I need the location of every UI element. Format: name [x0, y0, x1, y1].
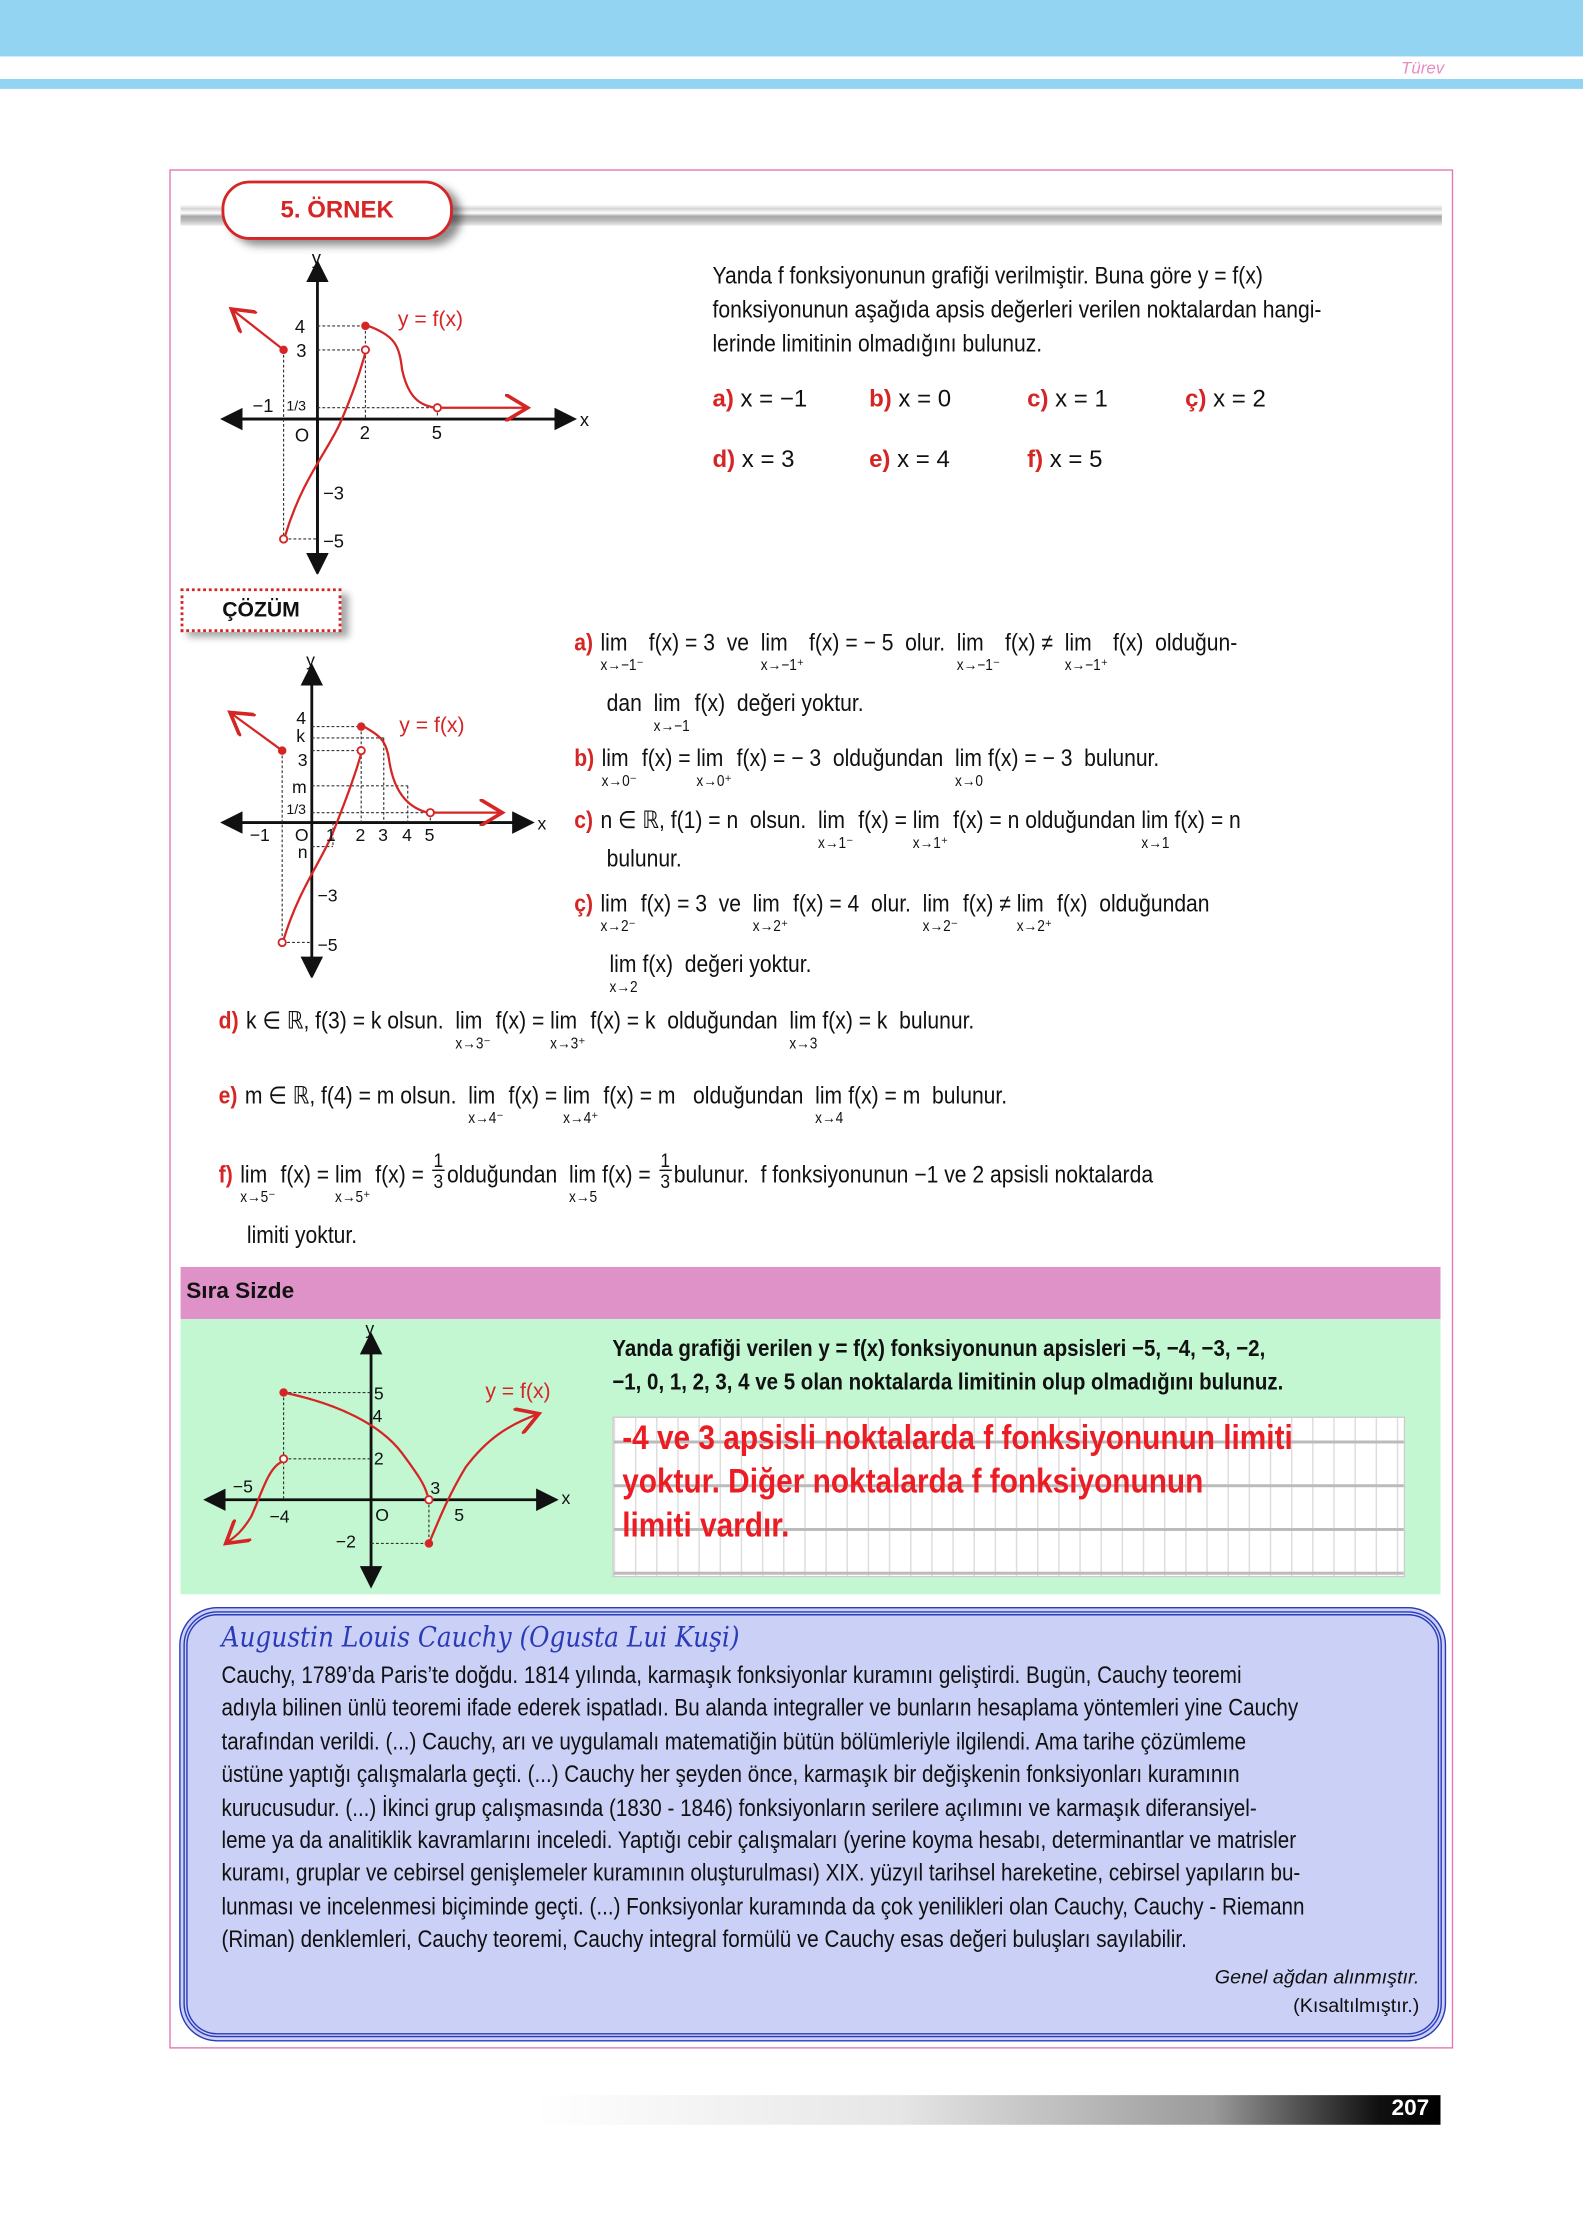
limit-subscript: x→−1⁻: [600, 657, 644, 675]
math-text: f(x) = n: [1174, 807, 1241, 834]
bio-line-text: Cauchy, 1789’da Paris’te doğdu. 1814 yılında, karmaşık fonksiyonlar kuramını geliştirdi. Bugün, Cauchy teoremi: [221, 1662, 1242, 1689]
tick-label: 4: [372, 1406, 383, 1427]
limit-expression: [240, 1161, 275, 1206]
denominator: 3: [433, 1169, 444, 1193]
question-line: lerinde limitinin olmadığını bulunuz.: [712, 330, 1043, 357]
question-line: −1, 0, 1, 2, 3, 4 ve 5 olan noktalarda limitinin olup olmadığını bulunuz.: [612, 1369, 1284, 1396]
item-label: ç): [574, 890, 594, 918]
limit-word: lim: [922, 890, 950, 918]
x-axis-label: x: [561, 1487, 571, 1508]
option-c: c) x = 1: [1027, 385, 1108, 412]
denominator: 3: [660, 1169, 671, 1193]
origin-label: O: [294, 424, 310, 446]
answer-line: -4 ve 3 apsisli noktalarda f fonksiyonunun limiti: [622, 1419, 1293, 1458]
limit-word: lim: [563, 1082, 591, 1109]
biography-source: [1215, 1963, 1420, 2019]
limit-word: lim: [1016, 890, 1044, 918]
limit-expression: [818, 807, 853, 852]
function-label: y = f(x): [397, 307, 464, 331]
limit-expression: [696, 745, 731, 790]
limit-subscript: x→−1⁺: [760, 657, 805, 675]
source-text: Genel ağdan alınmıştır.: [1214, 1965, 1420, 1988]
bio-line-text: adıyla bilinen ünlü teoremi ifade ederek ispatladı. Bu alanda integraller ve bunların hesaplama yöntemleri yine Cauchy: [221, 1695, 1299, 1722]
solution-graph: [212, 646, 558, 978]
limit-word: lim: [550, 1007, 578, 1035]
question-line: Yanda f fonksiyonunun grafiği verilmiştir. Buna göre y = f(x): [712, 262, 1263, 290]
math-text: bulunur. f fonksiyonunun −1 ve 2 apsisli noktalarda: [673, 1161, 1154, 1188]
tick-label: −1: [252, 394, 274, 416]
example-badge-label: 5. ÖRNEK: [280, 196, 394, 223]
limit-expression: [600, 629, 643, 674]
tick-label: 2: [359, 421, 370, 443]
item-label: b): [574, 744, 595, 772]
limit-expression: [654, 690, 690, 735]
limit-subscript: x→3⁺: [550, 1035, 586, 1053]
math-line: [607, 690, 864, 735]
solution-badge: [181, 588, 342, 632]
limit-word: lim: [817, 807, 845, 834]
origin-label: O: [294, 824, 309, 845]
bio-line: [222, 1791, 1481, 1824]
math-line: [247, 1222, 357, 1250]
tick-label: 1/3: [286, 397, 307, 414]
limit-word: lim: [468, 1082, 496, 1109]
limit-word: lim: [1141, 807, 1169, 834]
origin-label: O: [375, 1504, 390, 1525]
limit-expression: [753, 890, 788, 935]
question-line: fonksiyonunun aşağıda apsis değerleri verilen noktalardan hangi-: [712, 296, 1322, 324]
limit-word: lim: [1064, 629, 1092, 657]
limit-word: lim: [956, 629, 984, 657]
tick-label: m: [292, 776, 307, 797]
math-text: f(x) = 4 olur.: [793, 890, 923, 918]
numerator: 1: [660, 1148, 671, 1172]
solution-a: [574, 629, 1328, 674]
math-text: f(x) = 3 ve: [640, 890, 753, 918]
tick-label: −4: [269, 1506, 290, 1527]
solution-cc: [574, 890, 1296, 935]
solution-f-cont: [247, 1222, 372, 1250]
math-text: dan: [606, 689, 654, 717]
biography-title: Augustin Louis Cauchy (Ogusta Lui Kuşi): [221, 1619, 740, 1654]
top-banner: [0, 0, 1583, 56]
bio-line-text: kurucusudur. (...) İkinci grup çalışmasında (1830 - 1846) fonksiyonların serilere açılımını ve karmaşık diferansiyel-: [221, 1794, 1257, 1821]
limit-word: lim: [609, 950, 637, 978]
limit-expression: [1141, 807, 1169, 852]
bio-line-text: tarafından verildi. (...) Cauchy, arı ve uygulamalı matematiğin bütün bölümleriyle ilgilendi. Ama tarihe çözümleme: [221, 1728, 1247, 1755]
limit-subscript: x→4⁻: [468, 1110, 504, 1128]
tick-label: −1: [249, 824, 270, 845]
bio-line-text: lunması ve incelenmesi biçiminde geçti. (...) Fonksiyonlar kuramında da çok yenilikleri olan Cauchy, Cauchy - Riemann: [221, 1893, 1305, 1920]
solution-badge-label: ÇÖZÜM: [222, 598, 300, 623]
function-label: y = f(x): [399, 714, 465, 738]
math-text: bulunur.: [606, 845, 682, 872]
top-divider: [0, 79, 1583, 89]
limit-subscript: x→3: [789, 1035, 818, 1053]
limit-expression: [609, 951, 637, 996]
solution-b: [574, 745, 1239, 790]
tick-label: 4: [296, 707, 307, 728]
abridged-note: (Kısaltılmıştır.): [1293, 1993, 1420, 2017]
limit-word: lim: [760, 629, 788, 657]
tick-label: 5: [424, 824, 435, 845]
limit-expression: [468, 1082, 503, 1127]
math-text: f(x) olduğundan: [1056, 890, 1210, 918]
limit-subscript: x→3⁻: [455, 1035, 491, 1053]
limit-subscript: x→4: [815, 1110, 844, 1128]
limit-subscript: x→1: [1141, 835, 1170, 853]
bio-line-text: kuramı, gruplar ve cebirsel genişlemeler kuramının oluşturulması) XIX. yüzyıl tarihsel hareketine, cebirsel yapıların bu-: [221, 1860, 1301, 1887]
math-line: [607, 845, 682, 873]
item-label: a): [574, 629, 594, 657]
limit-word: lim: [696, 744, 724, 772]
limit-expression: [761, 629, 804, 674]
math-text: f(x) değeri yoktur.: [694, 689, 864, 717]
practice-title: Sıra Sizde: [186, 1279, 295, 1304]
bio-line-text: üstüne yaptığı çalışmalarla geçti. (...) Cauchy her şeyden önce, karmaşık bir değişkenin fonksiyonları kuramının: [221, 1761, 1240, 1788]
limit-word: lim: [815, 1082, 843, 1109]
math-text: f(x) =: [641, 744, 697, 772]
math-text: f(x) =: [602, 1161, 657, 1188]
limit-subscript: x→5⁺: [335, 1189, 371, 1207]
solution-cc-cont: [609, 951, 839, 996]
math-line: [219, 1082, 1007, 1127]
question-line: Yanda grafiği verilen y = f(x) fonksiyonunun apsisleri −5, −4, −3, −2,: [612, 1336, 1266, 1362]
limit-expression: [955, 745, 983, 790]
bio-line: [222, 1692, 1481, 1725]
tick-label: 5: [373, 1383, 384, 1404]
math-text: f(x) =: [508, 1082, 564, 1109]
limit-expression: [815, 1082, 843, 1127]
function-label: y = f(x): [485, 1380, 551, 1404]
solution-c-cont: [607, 845, 692, 873]
limit-subscript: x→1⁻: [817, 835, 854, 853]
limit-subscript: x→2⁺: [1016, 918, 1053, 936]
tick-label: 3: [297, 750, 308, 771]
tick-label: 1: [325, 824, 336, 845]
limit-subscript: x→0⁺: [696, 773, 732, 791]
limit-word: lim: [653, 689, 681, 717]
limit-expression: [335, 1161, 370, 1206]
tick-label: 3: [296, 339, 307, 361]
bio-line: [222, 1824, 1481, 1857]
example-question: [712, 260, 1404, 362]
math-text: f(x) = 3 ve: [648, 629, 761, 657]
math-text: f(x) = n olduğundan: [953, 807, 1142, 834]
limit-word: lim: [600, 629, 628, 657]
limit-subscript: x→0: [954, 773, 984, 791]
tick-label: 2: [373, 1448, 384, 1469]
solution-e: [219, 1082, 1115, 1127]
math-text: f(x) = k bulunur.: [822, 1007, 975, 1035]
limit-subscript: x→−1⁺: [1064, 657, 1108, 675]
limit-word: lim: [335, 1161, 362, 1188]
math-text: f(x) = − 3 olduğundan: [736, 744, 955, 772]
y-axis-label: y: [306, 649, 315, 670]
tick-label: −3: [323, 482, 344, 504]
option-d: d) x = 3: [712, 445, 795, 473]
limit-expression: [789, 1007, 817, 1052]
math-line: [574, 745, 1159, 790]
practice-question: [612, 1332, 1375, 1400]
limit-subscript: x→5⁻: [240, 1189, 276, 1207]
math-text: f(x) = k olduğundan: [590, 1007, 790, 1035]
solution-d: [219, 1007, 1078, 1052]
limit-expression: [1065, 629, 1108, 674]
math-text: f(x) ≠: [962, 890, 1017, 918]
limit-subscript: x→0⁻: [601, 773, 637, 791]
bio-line: [222, 1923, 1481, 1956]
tick-label: −2: [335, 1531, 356, 1552]
option-cc: ç) x = 2: [1185, 385, 1266, 412]
tick-label: 4: [294, 315, 306, 337]
bio-line: [222, 1758, 1481, 1791]
math-text: olduğundan: [446, 1161, 570, 1188]
limit-subscript: x→2: [609, 979, 638, 997]
math-text: k ∈ ℝ, f(3) = k olsun.: [246, 1007, 456, 1035]
tick-label: −5: [317, 934, 338, 955]
math-text: f(x) = m bulunur.: [848, 1082, 1008, 1109]
math-text: m ∈ ℝ, f(4) = m olsun.: [244, 1082, 469, 1109]
limit-word: lim: [455, 1007, 483, 1035]
math-text: f(x) = − 3 bulunur.: [987, 744, 1160, 772]
math-line: [219, 1007, 975, 1052]
limit-word: lim: [954, 744, 982, 772]
math-text: f(x) =: [375, 1161, 430, 1188]
tick-label: k: [296, 726, 306, 747]
tick-label: 2: [355, 824, 366, 845]
bio-line: [222, 1725, 1481, 1758]
tick-label: 4: [402, 824, 412, 845]
bio-line-text: (Riman) denklemleri, Cauchy teoremi, Cauchy integral formülü ve Cauchy esas değeri buluşları sayılabilir.: [221, 1926, 1187, 1953]
bio-line: [222, 1659, 1481, 1692]
biography-text: [222, 1659, 1481, 1956]
option-b: b) x = 0: [869, 385, 952, 412]
limit-word: lim: [240, 1161, 268, 1188]
tick-label: −5: [232, 1476, 253, 1497]
limit-subscript: x→4⁺: [563, 1110, 599, 1128]
x-axis-label: x: [537, 813, 547, 834]
math-line: [218, 1148, 1154, 1207]
tick-label: 3: [378, 824, 388, 845]
limit-expression: [569, 1161, 597, 1206]
limit-expression: [600, 890, 635, 935]
limit-subscript: x→5: [569, 1189, 598, 1207]
math-text: f(x) = m olduğundan: [603, 1082, 816, 1109]
limit-word: lim: [752, 890, 780, 918]
limit-subscript: x→−1: [653, 718, 690, 736]
answer-line: yoktur. Diğer noktalarda f fonksiyonunun: [622, 1463, 1204, 1502]
solution-a-cont: [607, 690, 899, 735]
option-f: f) x = 5: [1027, 445, 1103, 473]
bio-line-text: leme ya da analitiklik kavramlarını inceledi. Yaptığı cebir çalışmaları (yerine koyma hesabı, determinantlar ve matrisler: [221, 1827, 1297, 1854]
example-badge: [222, 181, 453, 240]
section-title: Türev: [1400, 57, 1445, 78]
limit-expression: [957, 629, 1000, 674]
option-e: e) x = 4: [869, 445, 950, 473]
tick-label: n: [297, 841, 308, 862]
limit-word: lim: [912, 807, 940, 834]
math-line: [609, 951, 811, 996]
page-number: 207: [1391, 2096, 1430, 2121]
limit-expression: [455, 1007, 490, 1052]
item-label: e): [218, 1082, 238, 1109]
limit-subscript: x→2⁺: [752, 918, 789, 936]
fraction: [432, 1150, 444, 1191]
math-text: f(x) = − 5 olur.: [808, 629, 957, 657]
tick-label: 3: [430, 1478, 441, 1499]
fraction: [659, 1150, 671, 1191]
math-text: f(x) =: [495, 1007, 551, 1035]
function-curve: [231, 309, 527, 536]
math-text: f(x) olduğun-: [1112, 629, 1238, 657]
example-graph: [212, 243, 607, 575]
limit-expression: [913, 807, 948, 852]
bio-line: [222, 1857, 1481, 1890]
limit-subscript: x→1⁺: [912, 835, 949, 853]
math-text: f(x) =: [280, 1161, 336, 1188]
bio-line: [222, 1890, 1481, 1923]
math-line: [574, 629, 1237, 674]
limit-expression: [602, 745, 637, 790]
limit-word: lim: [569, 1161, 596, 1188]
numerator: 1: [433, 1148, 444, 1172]
math-line: [574, 890, 1209, 935]
tick-label: 5: [431, 421, 442, 443]
solution-f: [218, 1148, 1281, 1207]
practice-graph: [198, 1315, 593, 1590]
tick-label: 1/3: [286, 801, 307, 818]
tick-label: −3: [317, 885, 338, 906]
limit-expression: [923, 890, 958, 935]
practice-header: [181, 1267, 1441, 1319]
y-axis-label: y: [365, 1318, 375, 1339]
limit-word: lim: [789, 1007, 817, 1035]
limit-word: lim: [601, 744, 629, 772]
answer-line: limiti vardır.: [622, 1506, 790, 1545]
limit-word: lim: [600, 890, 628, 918]
math-text: n ∈ ℝ, f(1) = n olsun.: [600, 807, 818, 834]
y-axis-label: y: [311, 246, 321, 268]
option-a: a) x = −1: [712, 385, 808, 412]
item-label: c): [574, 807, 594, 834]
math-text: f(x) değeri yoktur.: [642, 950, 812, 978]
tick-label: 5: [454, 1504, 465, 1525]
page-footer: [536, 2095, 1440, 2125]
tick-label: −5: [323, 530, 344, 552]
practice-answer: [622, 1417, 1384, 1548]
math-text: f(x) =: [858, 807, 913, 834]
x-axis-label: x: [579, 409, 590, 431]
limit-expression: [550, 1007, 585, 1052]
math-text: f(x) ≠: [1005, 629, 1065, 657]
limit-expression: [563, 1082, 598, 1127]
item-label: f): [218, 1161, 233, 1188]
limit-subscript: x→2⁻: [922, 918, 958, 936]
limit-subscript: x→2⁻: [600, 918, 636, 936]
limit-expression: [1017, 890, 1052, 935]
item-label: d): [218, 1007, 239, 1035]
math-text: limiti yoktur.: [246, 1221, 358, 1249]
limit-subscript: x→−1⁻: [956, 657, 1001, 675]
